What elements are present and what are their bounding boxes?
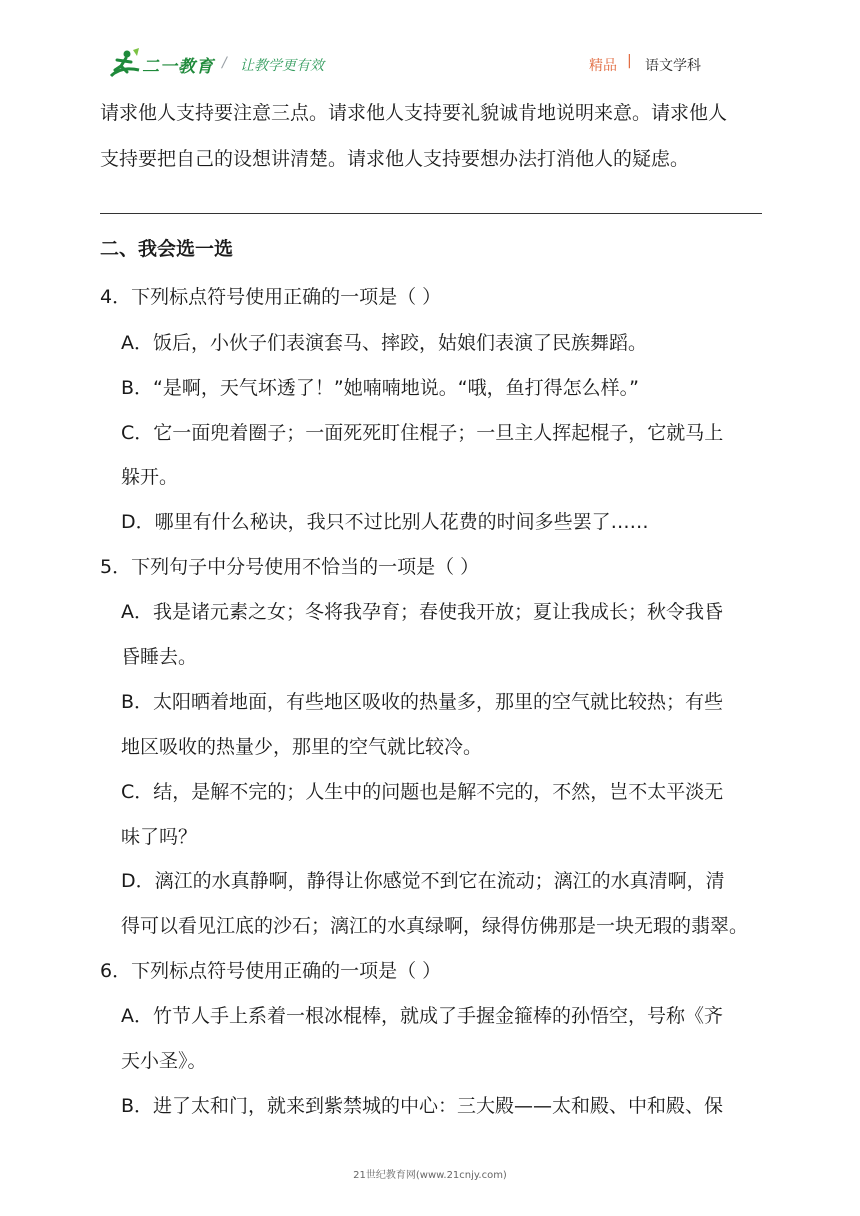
option-d-continued: 得可以看见江底的沙石；漓江的水真绿啊，绿得仿佛那是一块无瑕的翡翠。	[121, 915, 749, 937]
intro-line: 支持要把自己的设想讲清楚。请求他人支持要想办法打消他人的疑虑。	[100, 148, 690, 170]
option-c[interactable]: C．它一面兜着圈子；一面死死盯住棍子；一旦主人挥起棍子，它就马上	[121, 422, 724, 444]
section-title: 二、我会选一选	[100, 238, 234, 260]
option-a-continued: 天小圣》。	[121, 1050, 207, 1072]
option-d[interactable]: D．漓江的水真静啊，静得让你感觉不到它在流动；漓江的水真清啊，清	[121, 870, 725, 892]
option-a-continued: 昏睡去。	[121, 646, 198, 668]
subject-label: 语文学科	[645, 58, 701, 74]
option-c[interactable]: C．结，是解不完的；人生中的问题也是解不完的，不然，岂不太平淡无	[121, 781, 724, 803]
page-header	[0, 0, 860, 90]
option-c-continued: 味了吗？	[121, 826, 198, 848]
intro-line: 请求他人支持要注意三点。请求他人支持要礼貌诚肯地说明来意。请求他人	[100, 102, 728, 124]
option-a[interactable]: A．饭后，小伙子们表演套马、摔跤，姑娘们表演了民族舞蹈。	[121, 332, 647, 354]
question-stem: 4．下列标点符号使用正确的一项是（ ）	[100, 286, 442, 308]
option-b[interactable]: B．“是啊，天气坏透了！”她喃喃地说。“哦，鱼打得怎么样。”	[121, 377, 639, 399]
header-slogan: 让教学更有效	[240, 58, 324, 74]
section-divider	[100, 213, 762, 214]
option-b-continued: 地区吸收的热量少，那里的空气就比较冷。	[121, 736, 483, 758]
brand-name: 二一教育	[142, 57, 214, 77]
question-stem: 6．下列标点符号使用正确的一项是（ ）	[100, 960, 442, 982]
intro-paragraph	[100, 90, 765, 182]
option-a[interactable]: A．我是诸元素之女；冬将我孕育；春使我开放；夏让我成长；秋令我昏	[121, 601, 723, 623]
option-b[interactable]: B．进了太和门，就来到紫禁城的中心：三大殿——太和殿、中和殿、保	[121, 1095, 724, 1117]
header-separator: |	[627, 53, 632, 69]
option-a[interactable]: A．竹节人手上系着一根冰棍棒，就成了手握金箍棒的孙悟空，号称《齐	[121, 1005, 723, 1027]
option-b[interactable]: B．太阳晒着地面，有些地区吸收的热量多，那里的空气就比较热；有些	[121, 691, 724, 713]
header-slash: /	[222, 55, 227, 71]
runner-logo-icon	[105, 48, 141, 80]
question-stem: 5．下列句子中分号使用不恰当的一项是（ ）	[100, 556, 480, 578]
quality-badge: 精品	[589, 58, 617, 74]
option-c-continued: 躲开。	[121, 466, 179, 488]
page-footer: 21世纪教育网(www.21cnjy.com)	[353, 1170, 507, 1181]
option-d[interactable]: D．哪里有什么秘诀，我只不过比别人花费的时间多些罢了……	[121, 511, 649, 533]
